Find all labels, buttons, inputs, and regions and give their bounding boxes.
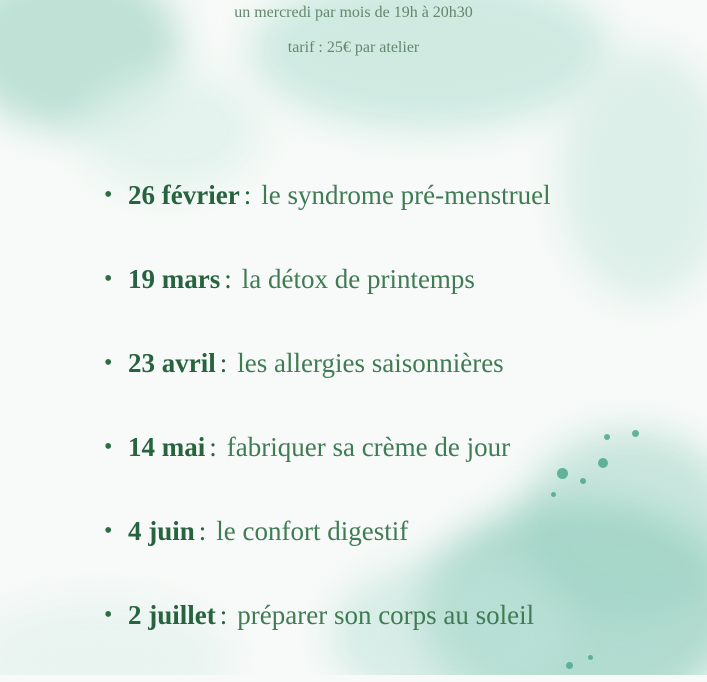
- event-date: 23 avril: [128, 348, 216, 378]
- event-separator: :: [243, 180, 252, 210]
- event-topic: préparer son corps au soleil: [237, 600, 535, 630]
- event-date: 2 juillet: [128, 600, 216, 630]
- bullet-icon: •: [104, 266, 113, 292]
- event-date: 26 février: [128, 180, 240, 210]
- event-item: [104, 430, 664, 514]
- schedule-text: un mercredi par mois de 19h à 20h30: [234, 4, 473, 21]
- bullet-icon: •: [104, 434, 113, 460]
- event-item: [104, 598, 664, 682]
- event-item: [104, 514, 664, 598]
- event-separator: :: [224, 264, 232, 294]
- bullet-icon: •: [104, 182, 113, 208]
- price-text: tarif : 25€ par atelier: [287, 39, 420, 56]
- event-separator: :: [219, 348, 228, 378]
- event-separator: :: [198, 516, 207, 546]
- event-separator: :: [209, 432, 217, 462]
- event-item: [104, 178, 664, 262]
- event-topic: la détox de printemps: [241, 264, 475, 294]
- event-item: [104, 346, 664, 430]
- bullet-icon: •: [104, 518, 113, 544]
- event-date: 14 mai: [128, 432, 206, 462]
- bullet-icon: •: [104, 350, 113, 376]
- event-topic: le syndrome pré-menstruel: [261, 180, 551, 210]
- event-date: 4 juin: [128, 516, 195, 546]
- bullet-icon: •: [104, 602, 113, 628]
- event-separator: :: [219, 600, 228, 630]
- event-topic: les allergies saisonnières: [237, 348, 504, 378]
- event-topic: fabriquer sa crème de jour: [226, 432, 511, 462]
- event-topic: le confort digestif: [216, 516, 409, 546]
- event-item: [104, 262, 664, 346]
- event-date: 19 mars: [128, 264, 221, 294]
- event-list: [104, 178, 664, 682]
